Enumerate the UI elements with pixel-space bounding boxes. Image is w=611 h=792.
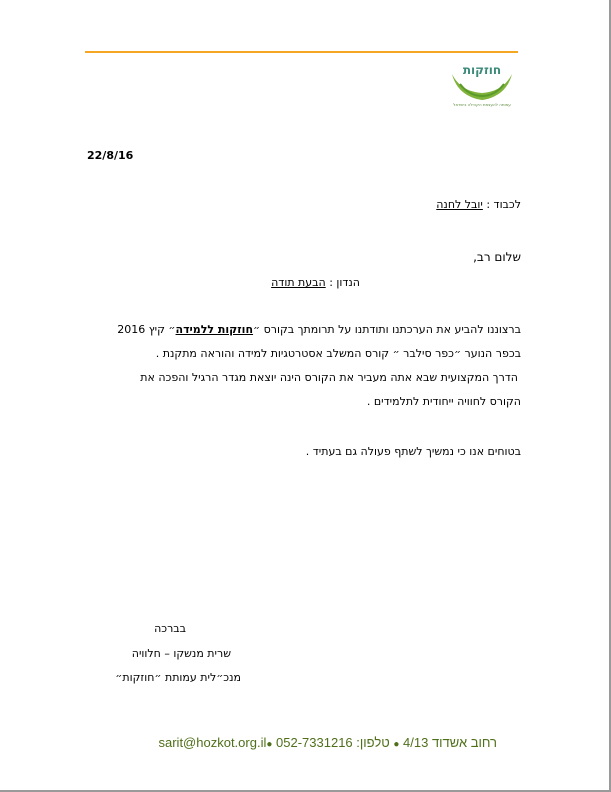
footer-address: רחוב אשדוד 4/13 [403, 735, 497, 750]
organization-logo [446, 60, 518, 110]
footer-phone: 052-7331216 [276, 735, 353, 750]
subject-prefix: הנדון : [325, 276, 360, 289]
signature-title: מנכ״לית עמותת ״חוזקות״ [115, 671, 241, 684]
bullet-icon: ● [266, 739, 273, 750]
body-line-4: הקורס לחוויה ייחודית לתלמידים . [366, 395, 521, 408]
logo-tagline: עמותה להעצמת הקהילה בישראל [453, 102, 511, 107]
greeting: שלום רב, [473, 250, 521, 264]
signature-name: שרית מנשקו – חלוויה [131, 647, 231, 660]
subject-line [271, 276, 360, 289]
recipient-line [436, 198, 521, 211]
body-line-1-start: ברצוננו להביע את הערכתנו ותודתנו על תרומתך בקורס ״ [253, 323, 521, 336]
logo-name: חוזקות [462, 63, 502, 77]
body-line-2: בכפר הנוער ״כפר סילבר ״ קורס המשלב אסטרטגיות למידה והוראה מתקנת . [155, 347, 521, 360]
footer-phone-label: טלפון: [356, 735, 390, 750]
signature-blessing: בברכה [154, 622, 186, 635]
recipient-prefix: לכבוד : [482, 198, 521, 211]
footer-email[interactable]: sarit@hozkot.org.il [158, 735, 267, 750]
course-name: חוזקות ללמידה [175, 323, 254, 336]
header-rule [85, 51, 518, 53]
subject-text: הבעת תודה [271, 276, 326, 289]
body-line-3: הדרך המקצועית שבא אתה מעביר את הקורס הינה יוצאת מגדר הרגיל והפכה את [140, 371, 518, 384]
body-line-1-end: ״ קיץ 2016 [117, 323, 176, 336]
closing-line: בטוחים אנו כי נמשיך לשתף פעולה גם בעתיד . [305, 445, 521, 458]
bullet-icon: ● [393, 739, 400, 750]
recipient-name: יובל לחנה [436, 198, 483, 211]
letter-date: 22/8/16 [87, 149, 134, 162]
body-line-1 [117, 323, 521, 336]
footer-contact [113, 735, 497, 750]
